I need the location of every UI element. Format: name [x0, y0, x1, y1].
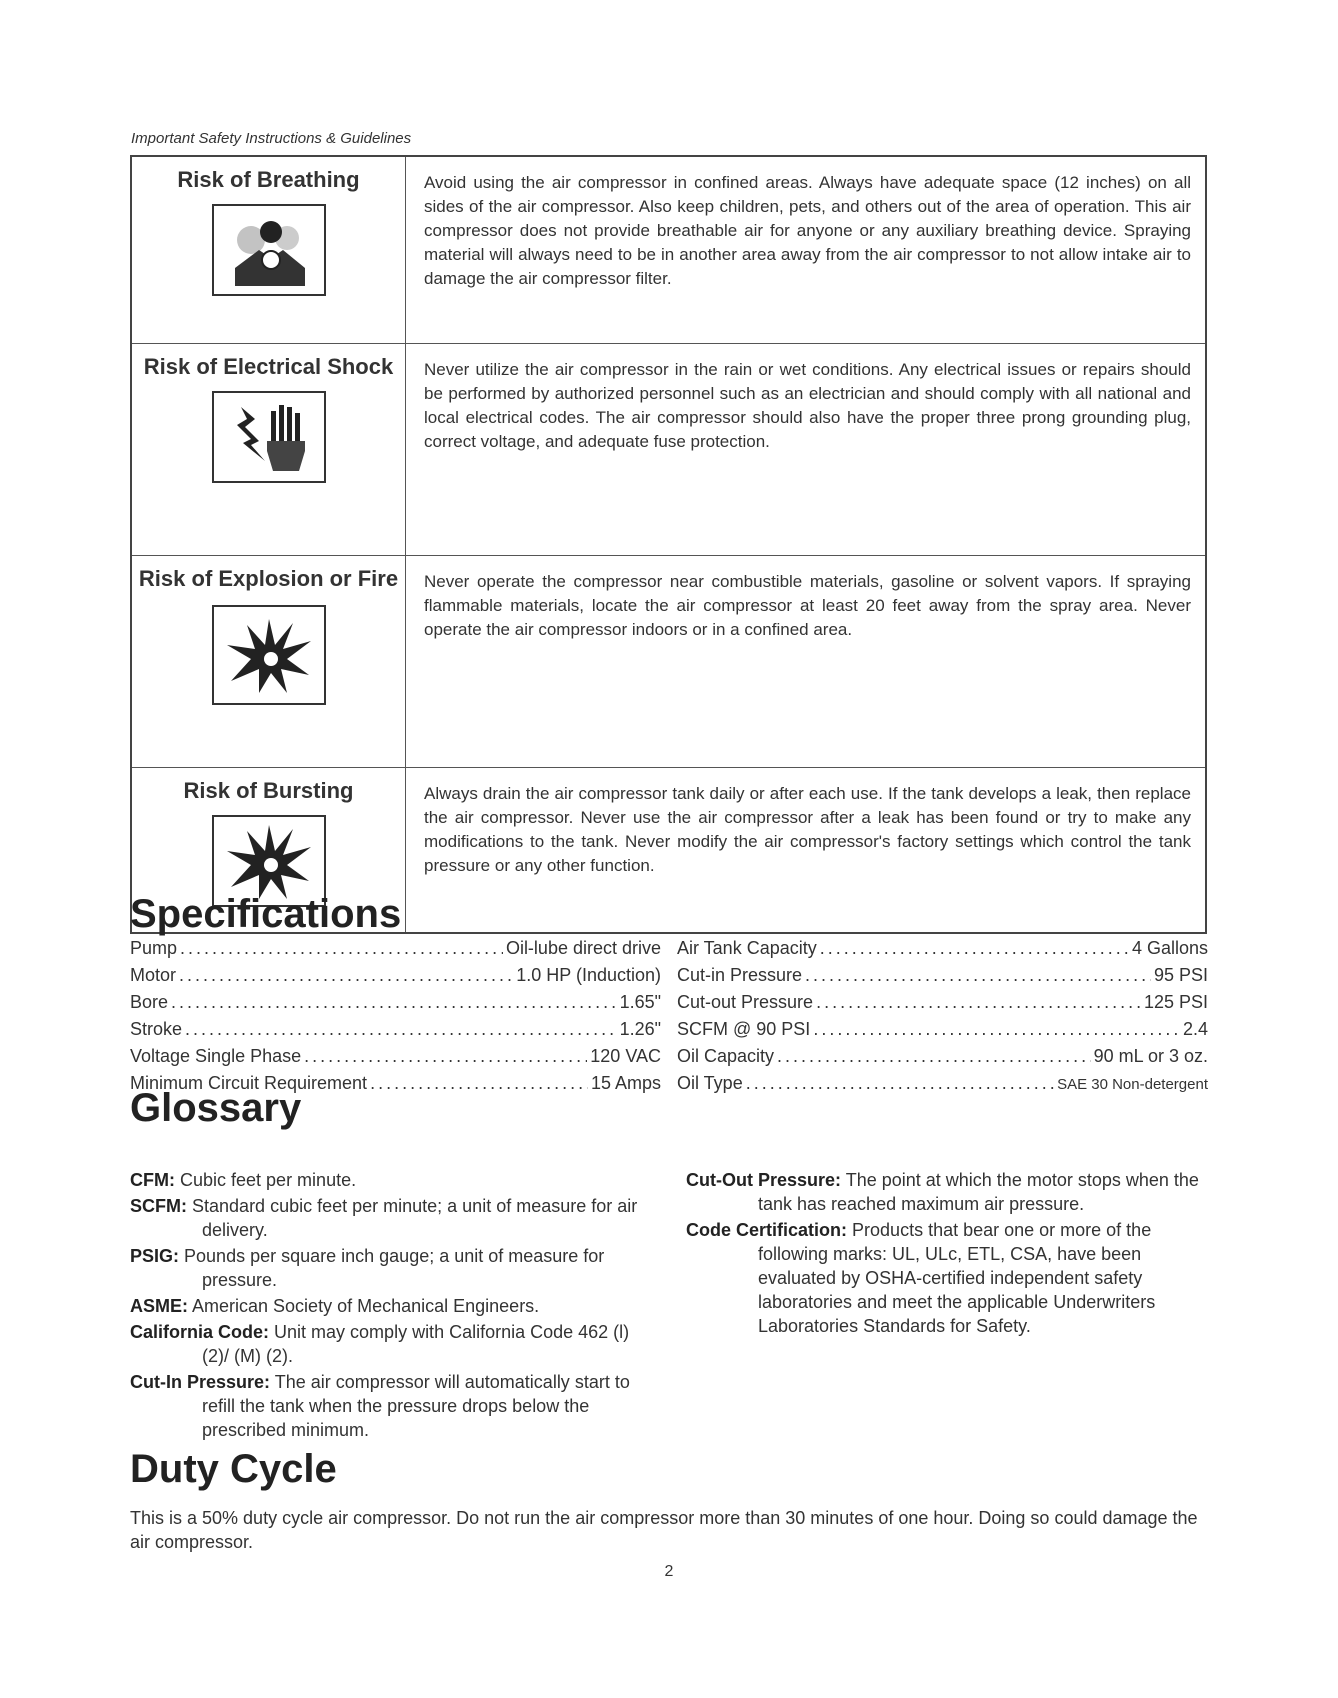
risk-row — [131, 156, 1206, 344]
spec-row: Bore ..... 1.65" — [130, 989, 661, 1016]
glossary-item: Cut-Out Pressure: The point at which the motor stops when the tank has reached maximum air pressure. — [686, 1170, 1199, 1214]
glossary-item: Code Certification: Products that bear one or more of the following marks: UL, ULc, ETL, CSA, have been evaluated by OSHA-certified independent safety laboratories and meet the applicable Underwriters Laboratories Standards for Safety. — [686, 1220, 1156, 1336]
specifications-left-column — [130, 935, 661, 1098]
spec-row: Oil Type ..... SAE 30 Non-detergent — [677, 1070, 1208, 1098]
safety-risk-table — [130, 155, 1207, 934]
glossary-item: CFM: Cubic feet per minute. — [130, 1170, 357, 1190]
duty-cycle-text: This is a 50% duty cycle air compressor. Do not run the air compressor more than 30 minutes of one hour. Doing so could damage the air compressor. — [130, 1508, 1198, 1552]
glossary-item: PSIG: Pounds per square inch gauge; a unit of measure for pressure. — [130, 1246, 605, 1290]
glossary-item: California Code: Unit may comply with California Code 462 (l) (2)/ (M) (2). — [130, 1322, 630, 1366]
glossary-item: Cut-In Pressure: The air compressor will automatically start to refill the tank when the pressure drops below the prescribed minimum. — [130, 1372, 630, 1440]
risk-description: Never utilize the air compressor in the rain or wet conditions. Any electrical issues or repairs should be performed by authorized personnel such as an electrician and should comply with all national and local electrical codes. The air compressor should also have the proper three prong grounding plug, correct voltage, and adequate fuse protection. — [406, 344, 1207, 556]
specifications-list — [130, 935, 1208, 1098]
spec-row: Minimum Circuit Requirement ..... 15 Amps — [130, 1070, 661, 1097]
glossary-right-column — [686, 1168, 1206, 1340]
duty-cycle-heading: Duty Cycle — [130, 1447, 337, 1491]
risk-row — [131, 556, 1206, 768]
spec-row: Oil Capacity ..... 90 mL or 3 oz. — [677, 1043, 1208, 1070]
spec-row: SCFM @ 90 PSI ..... 2.4 — [677, 1016, 1208, 1043]
spec-row: Voltage Single Phase ..... 120 VAC — [130, 1043, 661, 1070]
electrical-shock-icon — [221, 397, 317, 477]
spec-row: Stroke ..... 1.26" — [130, 1016, 661, 1043]
risk-description: Avoid using the air compressor in confined areas. Always have adequate space (12 inches) on all sides of the air compressor. Also keep children, pets, and others out of the area of operation. This air compressor does not provide breathable air for anyone or any auxiliary breathing device. Spraying material will always need to be in another area away from the air compressor to not allow intake air to damage the air compressor filter. — [406, 156, 1207, 344]
risk-title: Risk of Electrical Shock — [143, 354, 394, 379]
specifications-right-column — [677, 935, 1208, 1098]
risk-description: Always drain the air compressor tank daily or after each use. If the tank develops a leak, then replace the air compressor. Never use the air compressor after a leak has been found or try to make any modifications to the tank. Never modify the air compressor's factory settings which control the tank pressure or any other function. — [406, 768, 1207, 934]
spec-row: Air Tank Capacity ..... 4 Gallons — [677, 935, 1208, 962]
explosion-icon — [221, 615, 317, 695]
risk-row — [131, 344, 1206, 556]
spec-row: Cut-in Pressure ..... 95 PSI — [677, 962, 1208, 989]
risk-description: Never operate the compressor near combustible materials, gasoline or solvent vapors. If spraying flammable materials, locate the air compressor at least 20 feet away from the spray area. Never operate the air compressor indoors or in a confined area. — [406, 556, 1207, 768]
risk-title: Risk of Bursting — [183, 778, 354, 803]
spec-row: Cut-out Pressure ..... 125 PSI — [677, 989, 1208, 1016]
glossary-left-column — [130, 1168, 660, 1444]
spec-row: Motor ..... 1.0 HP (Induction) — [130, 962, 661, 989]
glossary-heading: Glossary — [130, 1086, 302, 1130]
bursting-icon — [221, 821, 317, 901]
specifications-heading: Specifications — [130, 892, 402, 936]
page-header: Important Safety Instructions & Guidelines — [131, 130, 412, 147]
glossary-item: SCFM: Standard cubic feet per minute; a unit of measure for air delivery. — [130, 1196, 638, 1240]
page-number: 2 — [664, 1563, 674, 1580]
risk-title: Risk of Explosion or Fire — [138, 566, 399, 591]
glossary-item: ASME: American Society of Mechanical Engineers. — [130, 1296, 540, 1316]
breathing-hazard-icon — [221, 210, 317, 290]
spec-row: Pump ..... Oil-lube direct drive — [130, 935, 661, 962]
risk-title: Risk of Breathing — [177, 167, 360, 192]
